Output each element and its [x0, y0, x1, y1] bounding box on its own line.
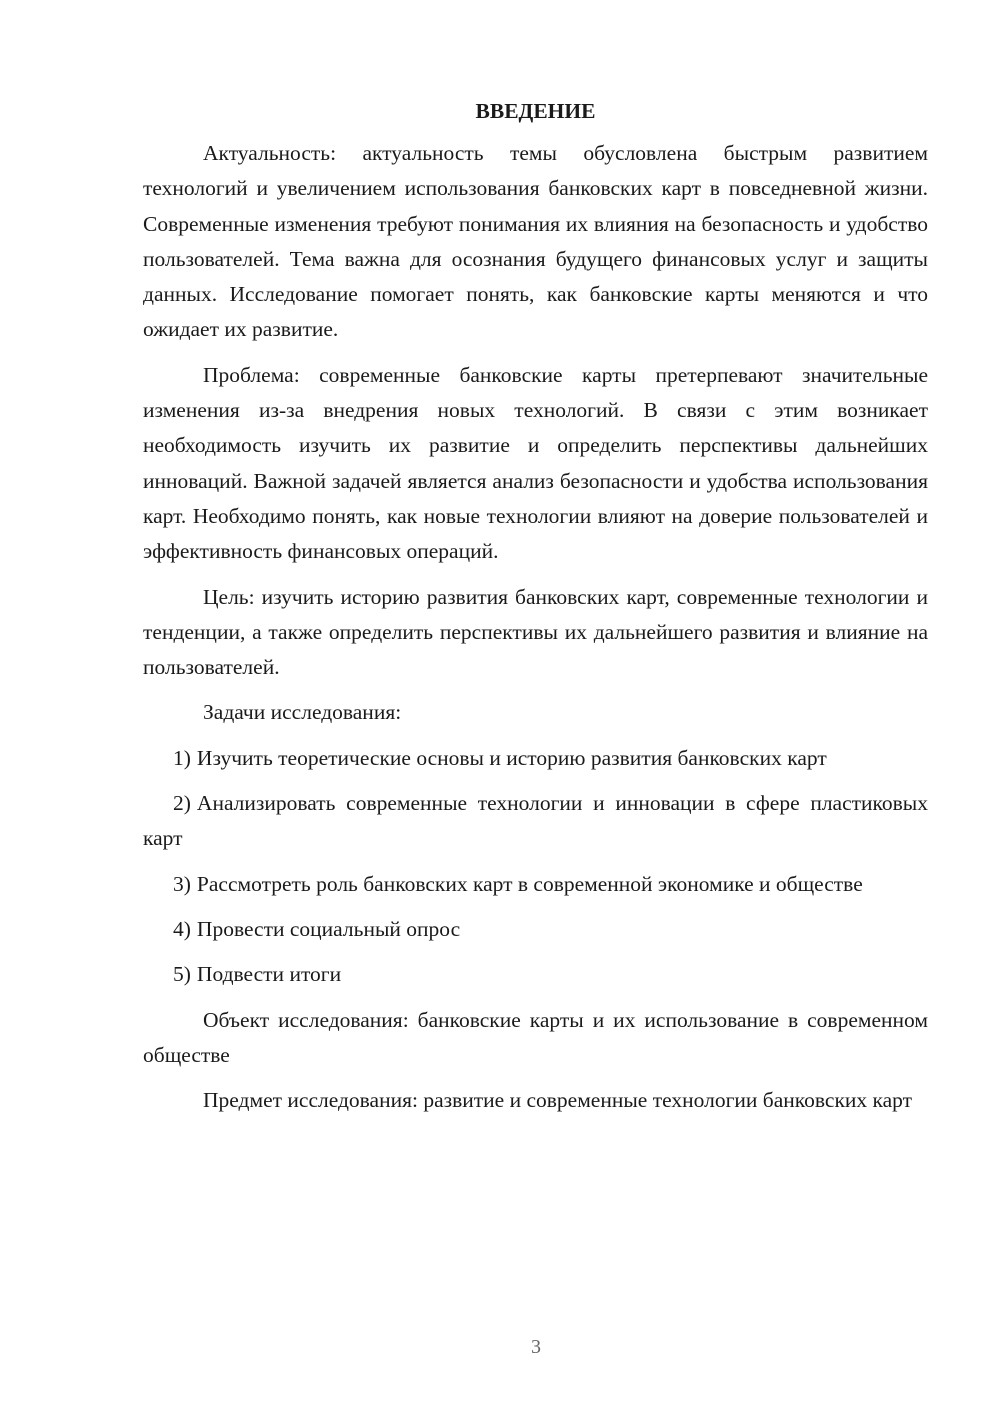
task-item: [143, 786, 928, 857]
page-number: 3: [531, 1336, 541, 1358]
task-number: 4): [173, 916, 191, 941]
task-item: [143, 741, 928, 776]
task-number: 5): [173, 962, 191, 987]
task-text: Провести социальный опрос: [196, 916, 461, 941]
task-text: Подвести итоги: [196, 962, 342, 987]
document-page: [143, 96, 928, 1128]
task-number: 2): [173, 791, 191, 816]
subject-paragraph: Предмет исследования: развитие и современные технологии банковских карт: [203, 1088, 913, 1113]
task-number: 3): [173, 871, 191, 896]
task-item: [143, 912, 928, 947]
problem-paragraph: Проблема: современные банковские карты претерпевают значительные изменения из-за внедрения новых технологий. В связи с этим возникает необходимость изучить их развитие и определить перспективы дальнейших инноваций. Важной задачей является анализ безопасности и удобства использования карт. Необходимо понять, как новые технологии влияют на доверие пользователей и эффективность финансовых операций.: [143, 362, 928, 564]
task-item: [143, 867, 928, 902]
object-paragraph: Объект исследования: банковские карты и их использование в современном обществе: [143, 1007, 928, 1067]
task-text: Изучить теоретические основы и историю развития банковских карт: [196, 745, 827, 770]
tasks-heading: Задачи исследования:: [203, 700, 402, 725]
task-text: Анализировать современные технологии и инновации в сфере пластиковых карт: [143, 791, 928, 851]
section-title: ВВЕДЕНИЕ: [475, 99, 596, 123]
task-text: Рассмотреть роль банковских карт в современной экономике и обществе: [196, 871, 863, 896]
relevance-paragraph: Актуальность: актуальность темы обусловлена быстрым развитием технологий и увеличением использования банковских карт в повседневной жизни. Современные изменения требуют понимания их влияния на безопасность и удобство пользователей. Тема важна для осознания будущего финансовых услуг и защиты данных. Исследование помогает понять, как банковские карты меняются и что ожидает их развитие.: [143, 141, 928, 342]
goal-paragraph: Цель: изучить историю развития банковских карт, современные технологии и тенденции, а также определить перспективы их дальнейшего развития и влияние на пользователей.: [143, 584, 928, 680]
task-item: [143, 957, 928, 992]
task-number: 1): [173, 745, 191, 770]
